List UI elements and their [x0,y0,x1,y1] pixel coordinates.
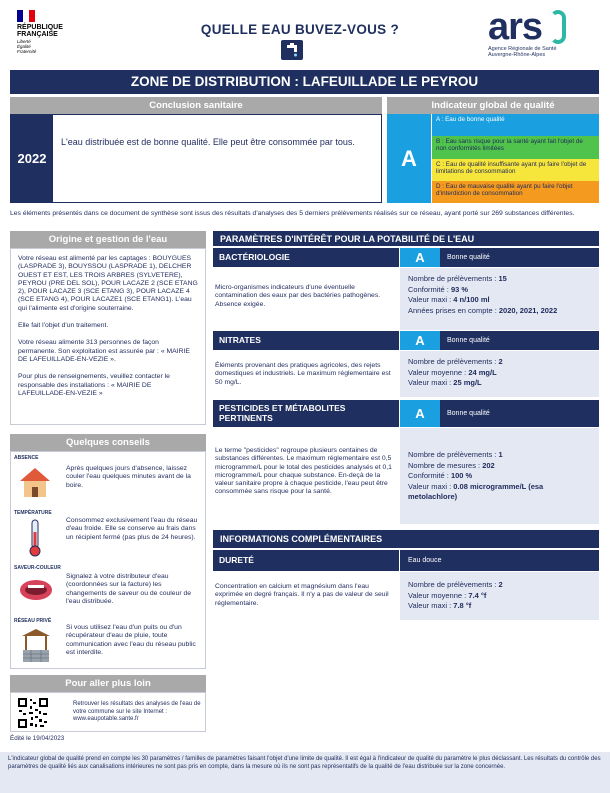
conseil-label: TEMPÉRATURE [14,510,52,516]
stat-row: Nombre de prélèvements : 2 [408,357,503,366]
conseil-reseau-prive [14,618,204,668]
page-title: QUELLE EAU BUVEZ-VOUS ? [200,22,400,37]
nitrates-stats [400,351,599,397]
pesticides-block [213,400,599,524]
ars-s-mark-icon [550,10,566,44]
origine-contact: Pour plus de renseignements, veuillez contacter le responsable des installations : « MAIRIE DE LAFEUILLADE-EN-VEZIE » [18,373,170,397]
pesticides-stats [400,428,599,524]
plus-loin-text: Retrouver les résultats des analyses de l'eau de votre commune sur le site Internet : www.eaupotable.sante.fr [73,701,201,722]
bacterio-name: BACTÉRIOLOGIE [213,248,399,267]
pesticides-desc: Le terme "pesticides" regroupe plusieurs centaines de substances différentes. Le maximum réglementaire est 0,5 microgramme/L pour le total des pesticides analysés et 0,1 microgramme/L pour chaque substance. En-deçà de la valeur sanitaire propre à chaque pesticide, l'eau peut être consommée sans risque pour la santé. [215,447,392,496]
durete-name: DURETÉ [213,550,399,571]
footer-text: L'indicateur global de qualité prend en compte les 30 paramètres / familles de paramètres faisant l'objet d'une limite de qualité. Il est égal à l'indicateur de qualité du paramètre le plus déclassant. Les résultats du contrôle des paramètres de qualité liés aux canalisations intérieures ne sont pas pris en compte, dans la mesure où ils ne sont pas représentatifs de la qualité de l'eau distribuée sur la zone concernée. [8,756,601,770]
conseils-box [10,451,206,669]
nitrates-grade-label: Bonne qualité [440,331,599,350]
indicator-grade: A [387,114,431,203]
indicator-legend [432,114,599,203]
pesticides-name: PESTICIDES ET MÉTABOLITES PERTINENTS [213,400,399,427]
stat-row: Nombre de prélèvements : 1 [408,450,503,459]
conseil-saveur [14,565,204,617]
french-flag-icon [17,10,35,22]
plus-loin-heading: Pour aller plus loin [10,675,206,692]
complementaires-heading: INFORMATIONS COMPLÉMENTAIRES [213,530,599,548]
motto-line: Fraternité [17,49,37,54]
republique-francaise-logo [17,10,77,60]
nitrates-name: NITRATES [213,331,399,350]
origine-captages: Votre réseau est alimenté par les captages : BOUYGUES (LASPRADE 3), BOUYSSOU (LASPRADE 1), DELCHER OUEST ET EST, LES TROIS ARBRES (SYLVETERE), PEYROU (PRE DEL SOL), POUR LACAZE 2 (SCE ETANG 2), POUR LACAZE 3 (SCE ETANG 3), POUR LACAZE 4 (SCE ETANG 4), POUR LACAZE1 (SCE ETANG1). L'eau qui l'alimente est d'origine souterraine. [18,255,198,312]
conseil-label: SAVEUR-COULEUR [14,565,61,571]
stat-row: Valeur maxi : 25 mg/L [408,378,482,387]
bacterio-desc: Micro-organismes indicateurs d'une éventuelle contamination des eaux par des bactéries pathogènes. Absence exigée. [215,284,381,308]
edited-date: Édité le 19/04/2023 [10,735,65,742]
tap-icon [281,40,303,60]
stat-row: Nombre de prélèvements : 2 [408,580,503,589]
motto-line: Liberté [17,39,31,44]
legend-d: D : Eau de mauvaise qualité ayant pu faire l'objet d'interdiction de consommation [432,181,599,203]
nitrates-block [213,331,599,397]
durete-block [213,550,599,620]
origine-heading: Origine et gestion de l'eau [10,231,206,248]
stat-row: Conformité : 93 % [408,284,469,294]
zone-title: ZONE DE DISTRIBUTION : LAFEUILLADE LE PEYROU [10,70,599,94]
durete-desc: Concentration en calcium et magnésium dans l'eau exprimée en degré français. Il n'y a pas de valeur de seuil réglementaire. [215,583,389,607]
stat-row: Valeur moyenne : 7.4 °f [408,590,487,600]
durete-label: Eau douce [400,550,599,571]
legend-a: A : Eau de bonne qualité [432,114,599,136]
conseil-text: Signalez à votre distributeur d'eau (coordonnées sur la facture) les changements de saveur ou de couleur de l'eau distribuée. [66,573,192,605]
stat-row: Valeur maxi : 7.8 °f [408,601,472,610]
republique-label: RÉPUBLIQUE [17,24,63,31]
pesticides-grade-label: Bonne qualité [440,400,599,427]
conclusion-year: 2022 [11,115,53,202]
durete-stats [400,572,599,620]
stat-row: Nombre de mesures : 202 [408,460,495,470]
ars-logo [488,8,588,66]
intro-text: Les éléments présentés dans ce document de synthèse sont issus des résultats d'analyses des 5 derniers prélèvements réalisés sur ce réseau, ayant porté sur 269 substances différentes. [10,210,575,217]
nitrates-desc: Éléments provenant des pratiques agricoles, des rejets domestiques et industriels. Le maximum réglementaire est 50 mg/L. [215,362,391,386]
stat-row: Valeur maxi : 0.08 microgramme/L (esa metolachlore) [408,481,544,501]
origine-traitement: Elle fait l'objet d'un traitement. [18,322,109,330]
bacterio-grade: A [400,248,440,267]
qr-code-icon [17,697,49,729]
parametres-heading: PARAMÈTRES D'INTÉRÊT POUR LA POTABILITÉ DE L'EAU [213,231,599,246]
conseil-text: Après quelques jours d'absence, laissez couler l'eau quelques minutes avant de la boire. [66,465,191,489]
stat-row: Années prises en compte : 2020, 2021, 2022 [408,305,558,315]
motto-line: Égalité [17,44,31,49]
indicator-heading: Indicateur global de qualité [387,97,599,114]
ars-name: Agence Régionale de Santé [488,46,557,52]
pesticides-grade: A [400,400,440,427]
conseil-label: ABSENCE [14,455,39,461]
francaise-label: FRANÇAISE [17,31,58,38]
stat-row: Nombre de prélèvements : 15 [408,274,507,283]
bacterio-grade-label: Bonne qualité [440,248,599,267]
footer-note [0,752,610,793]
stat-row: Valeur maxi : 4 n/100 ml [408,295,490,304]
origine-exploitation: Votre réseau alimente 313 personnes de façon permanente. Son exploitation est assurée par : « MAIRIE DE LAFEUILLADE-EN-VEZIE ». [18,339,190,363]
conseil-temperature [14,510,204,562]
house-icon [16,463,54,501]
stat-row: Valeur moyenne : 24 mg/L [408,367,497,377]
conseils-heading: Quelques conseils [10,434,206,451]
stat-row: Conformité : 100 % [408,471,473,480]
bacterio-stats [400,268,599,330]
conseil-text: Si vous utilisez l'eau d'un puits ou d'un récupérateur d'eau de pluie, toute communication avec l'eau du réseau public est interdite. [66,624,196,656]
nitrates-grade: A [400,331,440,350]
conclusion-text: L'eau distribuée est de bonne qualité. Elle peut être consommée par tous. [61,137,355,147]
conseil-label: RÉSEAU PRIVÉ [14,618,52,624]
conseil-text: Consommez exclusivement l'eau du réseau d'eau froide. Elle se conserve au frais dans un récipient fermé (pas plus de 24 heures). [66,517,198,541]
well-icon [18,626,54,666]
ars-region: Auvergne-Rhône-Alpes [488,52,546,58]
origine-box [10,248,206,425]
conclusion-box [10,114,382,203]
mouth-icon [18,575,54,605]
conseil-absence [14,455,204,507]
ars-logo-text: ars [488,6,543,48]
conclusion-heading: Conclusion sanitaire [10,97,382,114]
thermometer-icon [24,518,46,558]
plus-loin-box [10,692,206,732]
legend-c: C : Eau de qualité insuffisante ayant pu faire l'objet de limitations de consommation [432,159,599,181]
bacterio-block [213,248,599,330]
legend-b: B : Eau sans risque pour la santé ayant fait l'objet de non conformités limitées [432,136,599,159]
